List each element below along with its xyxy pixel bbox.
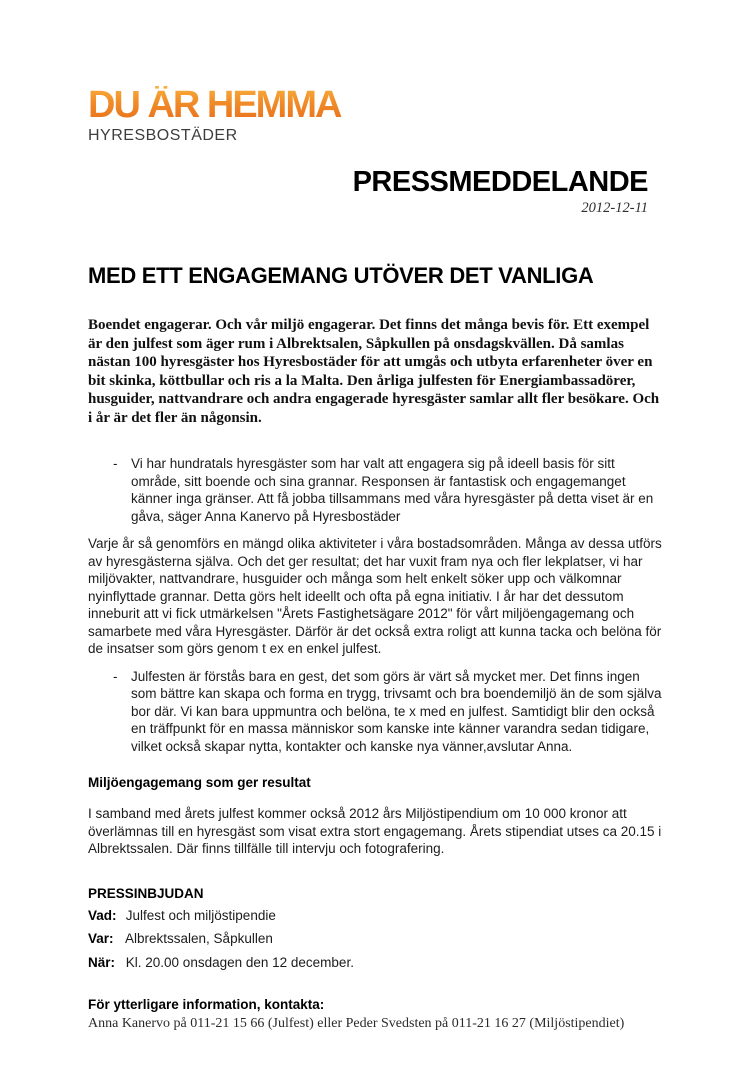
bullet-dash: -: [113, 668, 118, 684]
page-header: [88, 86, 662, 217]
section-heading-miljoengagemang: Miljöengagemang som ger resultat: [88, 775, 311, 791]
document-date: 2012-12-11: [581, 200, 648, 217]
contact-line: Anna Kanervo på 011-21 15 66 (Julfest) eller Peder Svedsten på 011-21 16 27 (Miljöstipendiet): [88, 1016, 625, 1032]
invite-value-vad: Julfest och miljöstipendie: [125, 907, 276, 923]
quote-text-1: Vi har hundratals hyresgäster som har valt att engagera sig på ideell basis för sitt område, sitt boende och sina grannar. Responsen är fantastisk och engagemanget känner inga gränser. Att få jobba tillsammans med våra hyresgäster på detta viset är en gåva, säger Anna Kanervo på Hyresbostäder: [131, 456, 654, 524]
lead-paragraph: Boendet engagerar. Och vår miljö engagerar. Det finns det många bevis för. Ett exempel är den julfest som äger rum i Albrektsalen, Såpkullen på onsdagskvällen. Då samlas nästan 100 hyresgäster hos Hyresbostäder för att umgås och utbyta erfarenheter över en bit skinka, köttbullar och ris a la Malta. Den årliga julfesten för Energiambassadörer, husguider, nattvandrare och andra engagerade hyresgäster samlar allt fler besökare. Och i år är det fler än någonsin.: [88, 317, 660, 426]
contact-heading: För ytterligare information, kontakta:: [88, 997, 325, 1013]
document-header: [88, 167, 662, 217]
bullet-dash: -: [113, 456, 118, 472]
invite-row-vad: [88, 907, 662, 925]
document-type-heading: PRESSMEDDELANDE: [352, 166, 648, 198]
logo-subtitle: HYRESBOSTÄDER: [88, 127, 238, 144]
company-logo: [88, 86, 662, 145]
logo-wordmark: DU ÄR HEMMA: [88, 86, 662, 124]
headline: MED ETT ENGAGEMANG UTÖVER DET VANLIGA: [88, 263, 594, 289]
invite-value-nar: Kl. 20.00 onsdagen den 12 december.: [125, 954, 354, 970]
invite-row-var: [88, 930, 662, 948]
invite-row-nar: [88, 954, 662, 972]
quote-item-2: [88, 668, 662, 756]
press-invite-heading: PRESSINBJUDAN: [88, 885, 204, 901]
invite-label-vad: Vad:: [88, 907, 117, 923]
contact-section: [88, 997, 662, 1032]
quote-text-2: Julfesten är förstås bara en gest, det som görs är värt så mycket mer. Det finns ingen som bättre kan skapa och forma en trygg, trivsamt och bra boendemiljö än de som själva bor där. Vi kan bara uppmuntra och belöna, te x med en julfest. Samtidigt blir den också en träffpunkt för en massa människor som kanske inte känner varandra sedan tidigare, vilket också skapar nytta, kontakter och kanske nya vänner,avslutar Anna.: [131, 668, 662, 754]
invite-label-var: Var:: [88, 931, 114, 947]
body-paragraph-1: Varje år så genomförs en mängd olika aktiviteter i våra bostadsområden. Många av dessa utförs av hyresgästerna själva. Och det ger resultat; det har vuxit fram nya och fler lekplatser, vi har miljövakter, nattvandrare, husguider och många som helt enkelt söker upp och välkomnar nyinflyttade grannar. Detta görs helt ideellt och ofta på egna initiativ. I år har det dessutom inneburit att vi fick utmärkelsen "Årets Fastighetsägare 2012" för vårt miljöengagemang och samarbete med våra Hyresgäster. Därför är det också extra roligt att kunna tacka och belöna för de insatser som görs genom t ex en enkel julfest.: [88, 536, 662, 657]
body-paragraph-2: I samband med årets julfest kommer också 2012 års Miljöstipendium om 10 000 kronor att överlämnas till en hyresgäst som visat extra stort engagemang. Årets stipendiat utses ca 20.15 i Albrektssalen. Där finns tillfälle till intervju och fotografering.: [88, 806, 662, 857]
invite-label-nar: När:: [88, 954, 116, 970]
quote-item-1: [88, 455, 662, 525]
invite-value-var: Albrektssalen, Såpkullen: [125, 931, 273, 947]
press-invite-section: [88, 886, 662, 972]
